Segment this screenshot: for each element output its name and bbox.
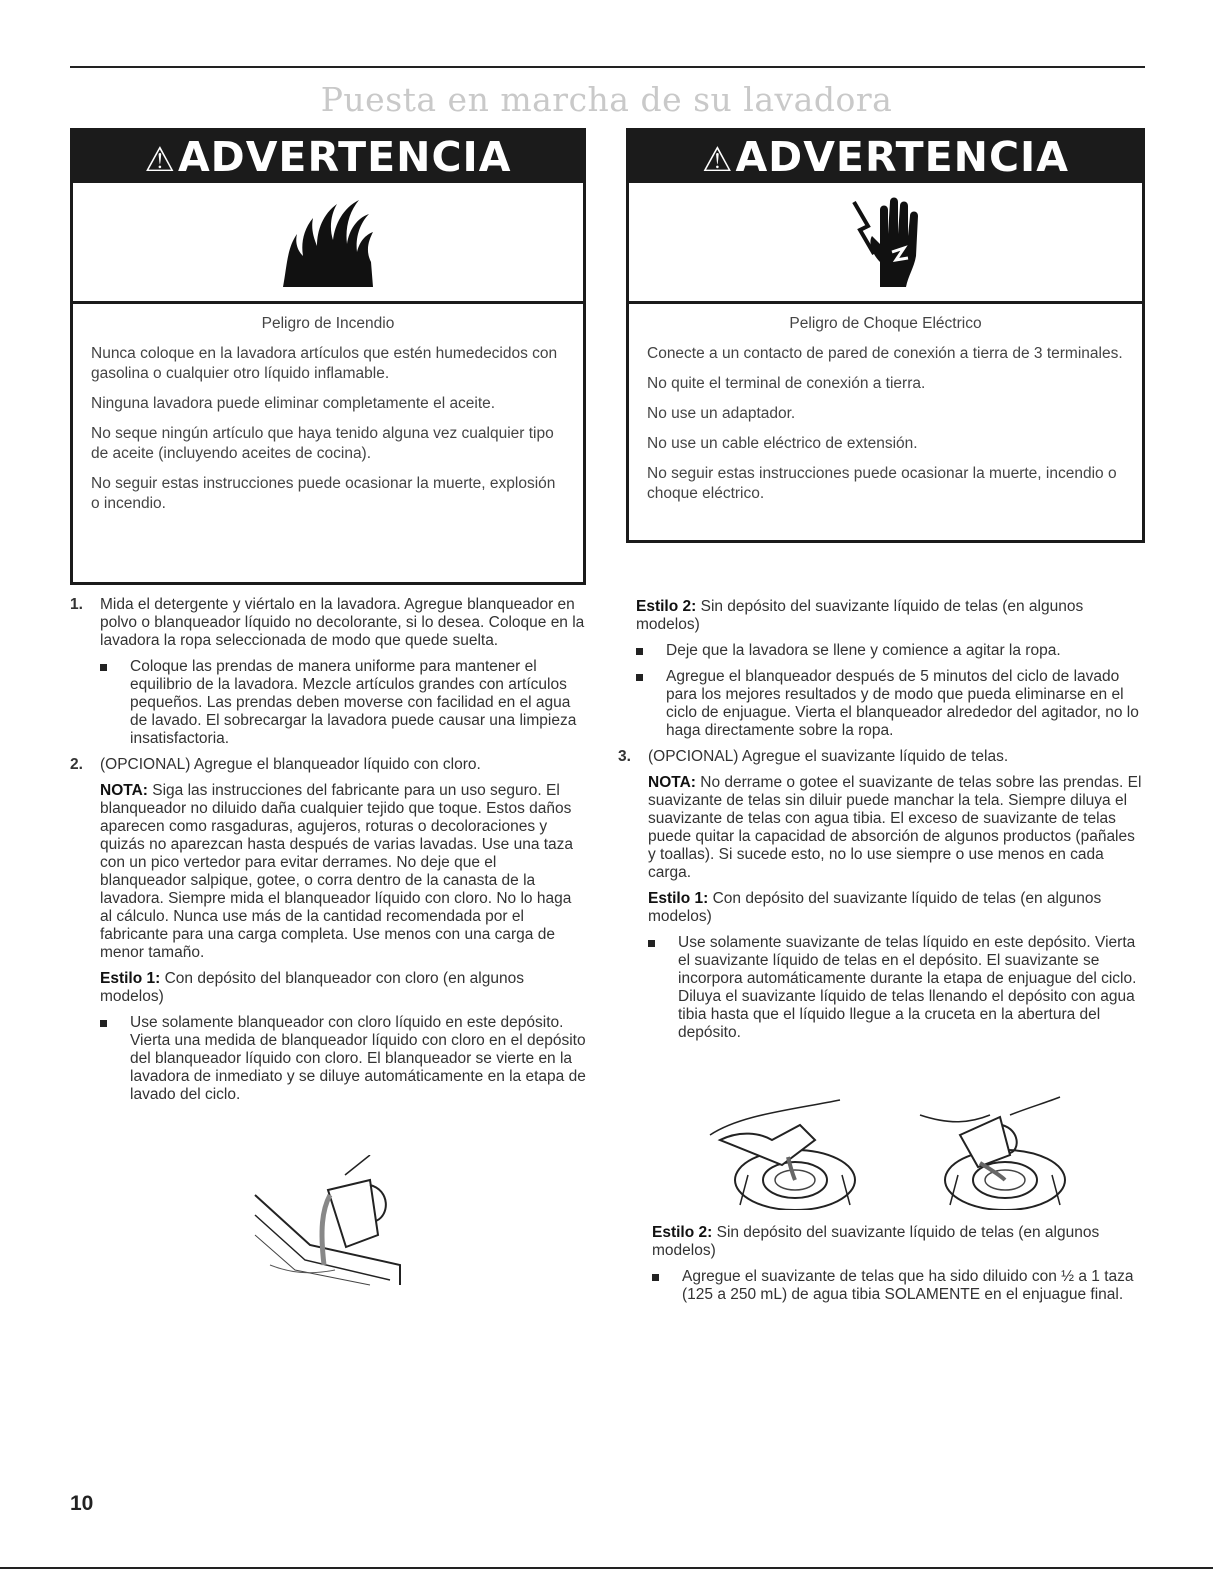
warning-text: No seguir estas instrucciones puede ocasionar la muerte, explosión o incendio.: [91, 475, 556, 512]
list-item: [636, 642, 1146, 660]
list-item: [636, 668, 1146, 740]
style-heading: [100, 970, 586, 1006]
warning-text: No quite el terminal de conexión a tierra.: [647, 375, 926, 392]
bottom-rule: [0, 1567, 1213, 1569]
warning-heading: ADVERTENCIA: [177, 133, 512, 181]
page-number: 10: [70, 1492, 94, 1515]
note-text: Siga las instrucciones del fabricante para un uso seguro. El blanqueador no diluido daña cualquier tejido que toque. Estos daños aparecen como rasgaduras, agujeros, roturas o decoloraciones y quizás no aparezcan hasta después de varias lavadas. Use una taza con un pico vertedor para evitar derrames. No deje que el blanqueador salpique, gotee, o corra dentro de la canasta de la lavadora. Siempre mida el blanqueador líquido con cloro. No lo haga al cálculo. Nunca use más de la cantidad recomendada por el fabricante para una carga completa. Use menos con una carga de menor tamaño.: [100, 782, 574, 961]
step-2: [70, 756, 586, 1104]
bullet-square-icon: [648, 940, 655, 947]
hazard-title: Peligro de Choque Eléctrico: [789, 315, 982, 332]
bullet-text: Coloque las prendas de manera uniforme para mantener el equilibrio de la lavadora. Mezcle artículos grandes con artículos pequeños. Las prendas deben moverse con facilidad en el agua de lavado. El sobrecargar la lavadora puede causar una limpieza insatisfactoria.: [130, 658, 577, 747]
step-number: 3.: [618, 748, 631, 765]
step-text: (OPCIONAL) Agregue el suavizante líquido de telas.: [648, 748, 1009, 765]
bullet-text: Agregue el suavizante de telas que ha sido diluido con ½ a 1 taza (125 a 250 mL) de agua tibia SOLAMENTE en el enjuague final.: [682, 1268, 1134, 1303]
bullet-square-icon: [652, 1274, 659, 1281]
style-text: Con depósito del suavizante líquido de telas (en algunos modelos): [648, 890, 1102, 925]
style-heading: [636, 598, 1146, 634]
right-column: [618, 598, 1146, 1050]
list-item: [648, 934, 1146, 1042]
note-text: No derrame o gotee el suavizante de telas sobre las prendas. El suavizante de telas sin diluir puede manchar la tela. Siempre diluya el suavizante de telas con agua tibia. El exceso de suavizante de telas puede quitar la capacidad de absorción de algunos productos (pañales y toallas). Si sucede esto, no lo use siempre o use menos en cada carga.: [648, 774, 1142, 881]
note-label: NOTA:: [648, 774, 696, 791]
bullet-text: Use solamente blanqueador con cloro líquido en este depósito. Vierta una medida de blanqueador líquido con cloro en el depósito del blanqueador líquido con cloro. El blanqueador se vierte en la lavadora de inmediato y se diluye automáticamente en la etapa de lavado del ciclo.: [130, 1014, 586, 1103]
electric-shock-icon: [846, 192, 926, 292]
step-number: 1.: [70, 596, 83, 613]
page-title: Puesta en marcha de su lavadora: [320, 80, 893, 119]
warning-text: Nunca coloque en la lavadora artículos que estén humedecidos con gasolina o cualquier otro líquido inflamable.: [91, 345, 558, 382]
bullet-square-icon: [636, 674, 643, 681]
note-label: NOTA:: [100, 782, 148, 799]
step-text: (OPCIONAL) Agregue el blanqueador líquido con cloro.: [100, 756, 481, 773]
right-column-bottom: [652, 1224, 1146, 1312]
list-item: [652, 1268, 1146, 1304]
bullet-square-icon: [636, 648, 643, 655]
step-1: [70, 596, 586, 748]
warning-text: No use un cable eléctrico de extensión.: [647, 435, 918, 452]
note: [648, 774, 1146, 882]
fire-warning-box: [70, 128, 586, 585]
bleach-pouring-illustration: [250, 1155, 410, 1290]
style-text: Sin depósito del suavizante líquido de telas (en algunos modelos): [636, 598, 1084, 633]
style-label: Estilo 1:: [100, 970, 161, 987]
style-label: Estilo 2:: [636, 598, 697, 615]
warning-header: [73, 131, 583, 183]
warning-header: [629, 131, 1142, 183]
bullet-text: Agregue el blanqueador después de 5 minutos del ciclo de lavado para los mejores resultados y de modo que pueda eliminarse en el ciclo de enjuague. Vierta el blanqueador alrededor del agitador, no lo haga directamente sobre la ropa.: [666, 668, 1139, 739]
warning-text: No seguir estas instrucciones puede ocasionar la muerte, incendio o choque eléctrico.: [647, 465, 1117, 502]
style-text: Sin depósito del suavizante líquido de telas (en algunos modelos): [652, 1224, 1100, 1259]
style-heading: [652, 1224, 1146, 1260]
style-heading: [648, 890, 1146, 926]
warning-text: Ninguna lavadora puede eliminar completamente el aceite.: [91, 395, 496, 412]
bullet-square-icon: [100, 1020, 107, 1027]
softener-pouring-illustration: [700, 1095, 860, 1210]
step-text: Mida el detergente y viértalo en la lavadora. Agregue blanqueador en polvo o blanqueador líquido no decolorante, si lo desea. Coloque en la lavadora la ropa seleccionada de modo que quede suelta.: [100, 596, 585, 649]
bullet-text: Deje que la lavadora se llene y comience a agitar la ropa.: [666, 642, 1061, 659]
warning-triangle-icon: ⚠: [701, 140, 734, 180]
fire-icon: [273, 192, 383, 292]
note: [100, 782, 586, 962]
style-text: Con depósito del blanqueador con cloro (en algunos modelos): [100, 970, 524, 1005]
top-rule: [70, 66, 1145, 68]
list-item: [100, 1014, 586, 1104]
list-item: [100, 658, 586, 748]
bullet-text: Use solamente suavizante de telas líquido en este depósito. Vierta el suavizante líquido de telas en el depósito. El suavizante se incorpora automáticamente durante la etapa de enjuague del ciclo. Diluya el suavizante líquido de telas llenando el depósito con agua tibia hasta que el líquido llegue a la cruceta en la abertura del depósito.: [678, 934, 1137, 1041]
warning-text: Conecte a un contacto de pared de conexión a tierra de 3 terminales.: [647, 345, 1123, 362]
step-number: 2.: [70, 756, 83, 773]
left-column: [70, 596, 586, 1112]
warning-text: No use un adaptador.: [647, 405, 796, 422]
warning-triangle-icon: ⚠: [144, 140, 176, 180]
warning-text: No seque ningún artículo que haya tenido alguna vez cualquier tipo de aceite (incluyendo aceites de cocina).: [91, 425, 554, 462]
style-label: Estilo 2:: [652, 1224, 713, 1241]
bullet-square-icon: [100, 664, 107, 671]
softener-dilution-illustration: [910, 1095, 1070, 1210]
warning-heading: ADVERTENCIA: [735, 133, 1070, 181]
shock-warning-box: [626, 128, 1145, 543]
hazard-title: Peligro de Incendio: [261, 315, 395, 332]
style-label: Estilo 1:: [648, 890, 709, 907]
step-3: [618, 748, 1146, 1042]
